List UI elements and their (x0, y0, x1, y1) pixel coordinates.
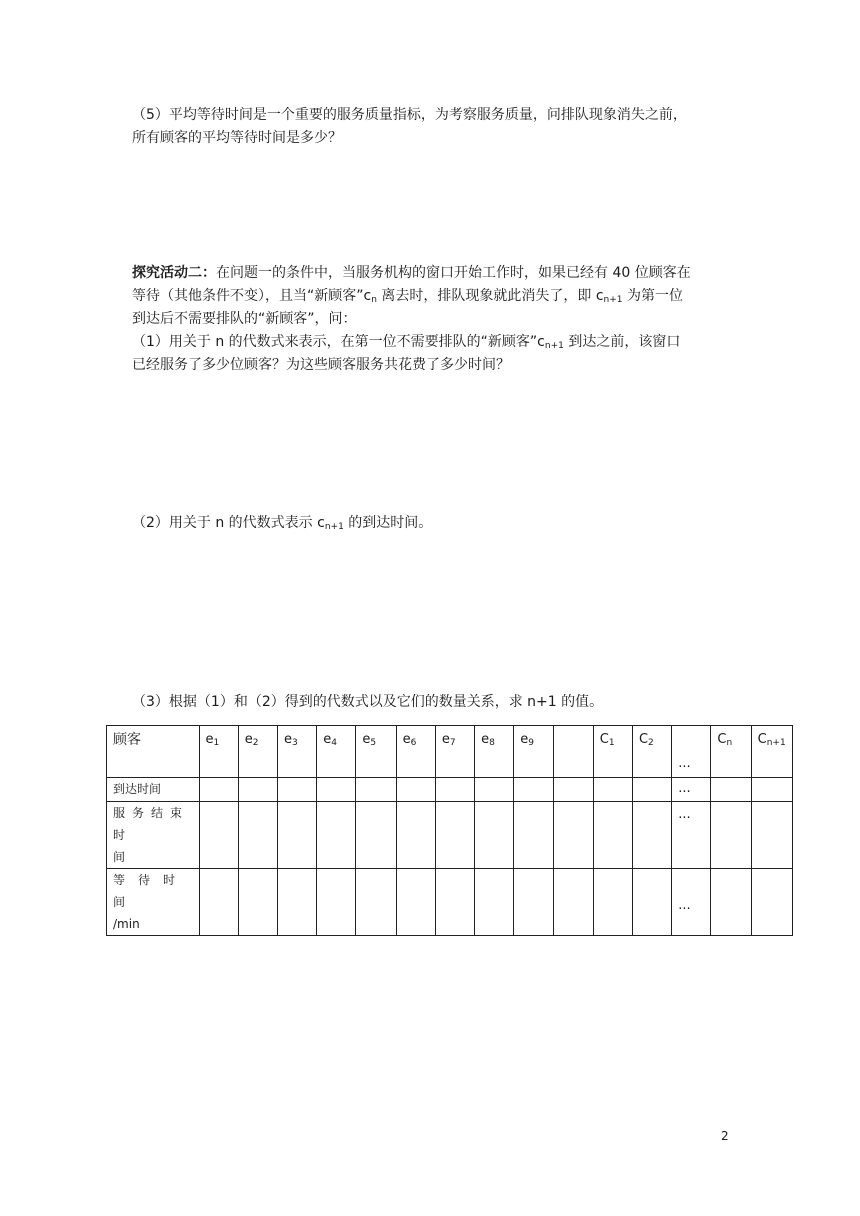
table-cell (475, 869, 514, 936)
col-e9: $e_9$ (514, 726, 553, 778)
table-cell (475, 802, 514, 869)
activity-2-line2 (132, 285, 683, 308)
table-cell (317, 802, 356, 869)
table-cell (396, 869, 435, 936)
question-1-line2 (132, 354, 510, 377)
activity-2-line1 (132, 262, 691, 285)
table-row (107, 802, 793, 869)
activity-2-text2b: 离去时，排队现象就此消失了，即 c (376, 288, 604, 304)
table-cell (435, 802, 474, 869)
table-cell (514, 802, 553, 869)
table-header-row (107, 726, 793, 778)
col-blank (553, 726, 593, 778)
activity-2-line3 (132, 308, 357, 331)
table-cell (514, 869, 553, 936)
activity-2-text2c: 为第一位 (622, 288, 683, 304)
table-cell (435, 869, 474, 936)
question-5-line1: （5）平均等待时间是一个重要的服务质量指标，为考察服务质量，问排队现象消失之前， (132, 107, 687, 123)
table-cell (711, 802, 751, 869)
table-cell (199, 869, 238, 936)
table-cell (751, 802, 792, 869)
row-label-arrival: 到达时间 (107, 778, 200, 802)
col-cn1: $C_{n+1}$ (751, 726, 792, 778)
table-cell (396, 802, 435, 869)
table-cell (632, 869, 671, 936)
table-row (107, 869, 793, 936)
table-cell (711, 869, 751, 936)
activity-2-text3: 到达后不需要排队的“新顾客”，问： (132, 311, 357, 327)
table-cell (593, 778, 632, 802)
table-cell (553, 778, 593, 802)
table-cell-ellipsis: ... (672, 802, 711, 869)
question-2-text-b: 的到达时间。 (343, 515, 433, 531)
activity-2-text2a: 等待（其他条件不变），且当“新顾客”c (132, 288, 372, 304)
customer-table (106, 725, 793, 936)
col-e4: $e_4$ (317, 726, 356, 778)
col-e8: $e_8$ (475, 726, 514, 778)
question-5-line2: 所有顾客的平均等待时间是多少？ (132, 130, 342, 146)
table-cell (356, 802, 396, 869)
table-cell (435, 778, 474, 802)
question-1-text1b: 到达之前，该窗口 (563, 334, 681, 350)
table-cell (356, 869, 396, 936)
table-cell (199, 778, 238, 802)
table-cell (475, 778, 514, 802)
table-cell (593, 802, 632, 869)
question-2 (132, 512, 432, 535)
col-e5: $e_5$ (356, 726, 396, 778)
question-1-line1 (132, 331, 680, 354)
question-5-cont (132, 127, 342, 150)
table-cell (711, 778, 751, 802)
activity-2-text1: 在问题一的条件中，当服务机构的窗口开始工作时，如果已经有 40 位顾客在 (216, 265, 691, 281)
table-cell (751, 778, 792, 802)
table-cell (238, 778, 277, 802)
table-cell (593, 869, 632, 936)
col-cn: $C_n$ (711, 726, 751, 778)
table-cell (514, 778, 553, 802)
table-cell (632, 778, 671, 802)
table-cell (317, 869, 356, 936)
col-ellipsis: ... (672, 726, 711, 778)
table-cell (238, 802, 277, 869)
page-number: 2 (721, 1129, 729, 1143)
col-e2: $e_2$ (238, 726, 277, 778)
table-cell (553, 869, 593, 936)
col-e7: $e_7$ (435, 726, 474, 778)
table-cell (277, 869, 316, 936)
table-cell (277, 802, 316, 869)
question-5 (132, 104, 687, 127)
col-c1: $C_1$ (593, 726, 632, 778)
subscript: n+1 (324, 522, 344, 532)
col-c2: $C_2$ (632, 726, 671, 778)
subscript: n (371, 295, 377, 305)
question-3-text: （3）根据（1）和（2）得到的代数式以及它们的数量关系，求 n+1 的值。 (132, 694, 604, 710)
col-e3: $e_3$ (277, 726, 316, 778)
table-cell (553, 802, 593, 869)
table-cell (751, 869, 792, 936)
table-cell (277, 778, 316, 802)
table-cell (356, 778, 396, 802)
col-e6: $e_6$ (396, 726, 435, 778)
subscript: n+1 (544, 341, 564, 351)
question-1-text2: 已经服务了多少位顾客？为这些顾客服务共花费了多少时间？ (132, 357, 510, 373)
table-cell (199, 802, 238, 869)
row-label-wait-time: 等待时间 /min (107, 869, 200, 936)
question-3 (132, 691, 603, 714)
table-cell-ellipsis: ... (672, 778, 711, 802)
table-cell-ellipsis: ... (672, 869, 711, 936)
question-1-text1a: （1）用关于 n 的代数式来表示，在第一位不需要排队的“新顾客”c (132, 334, 545, 350)
table-header-label: 顾客 (107, 726, 200, 778)
table-row (107, 778, 793, 802)
question-2-text-a: （2）用关于 n 的代数式表示 c (132, 515, 325, 531)
row-label-service-end: 服务结束时 间 (107, 802, 200, 869)
table-cell (396, 778, 435, 802)
table-cell (632, 802, 671, 869)
subscript: n+1 (603, 295, 623, 305)
col-e1: $e_1$ (199, 726, 238, 778)
table-cell (238, 869, 277, 936)
activity-2-heading: 探究活动二： (132, 265, 216, 281)
table-cell (317, 778, 356, 802)
